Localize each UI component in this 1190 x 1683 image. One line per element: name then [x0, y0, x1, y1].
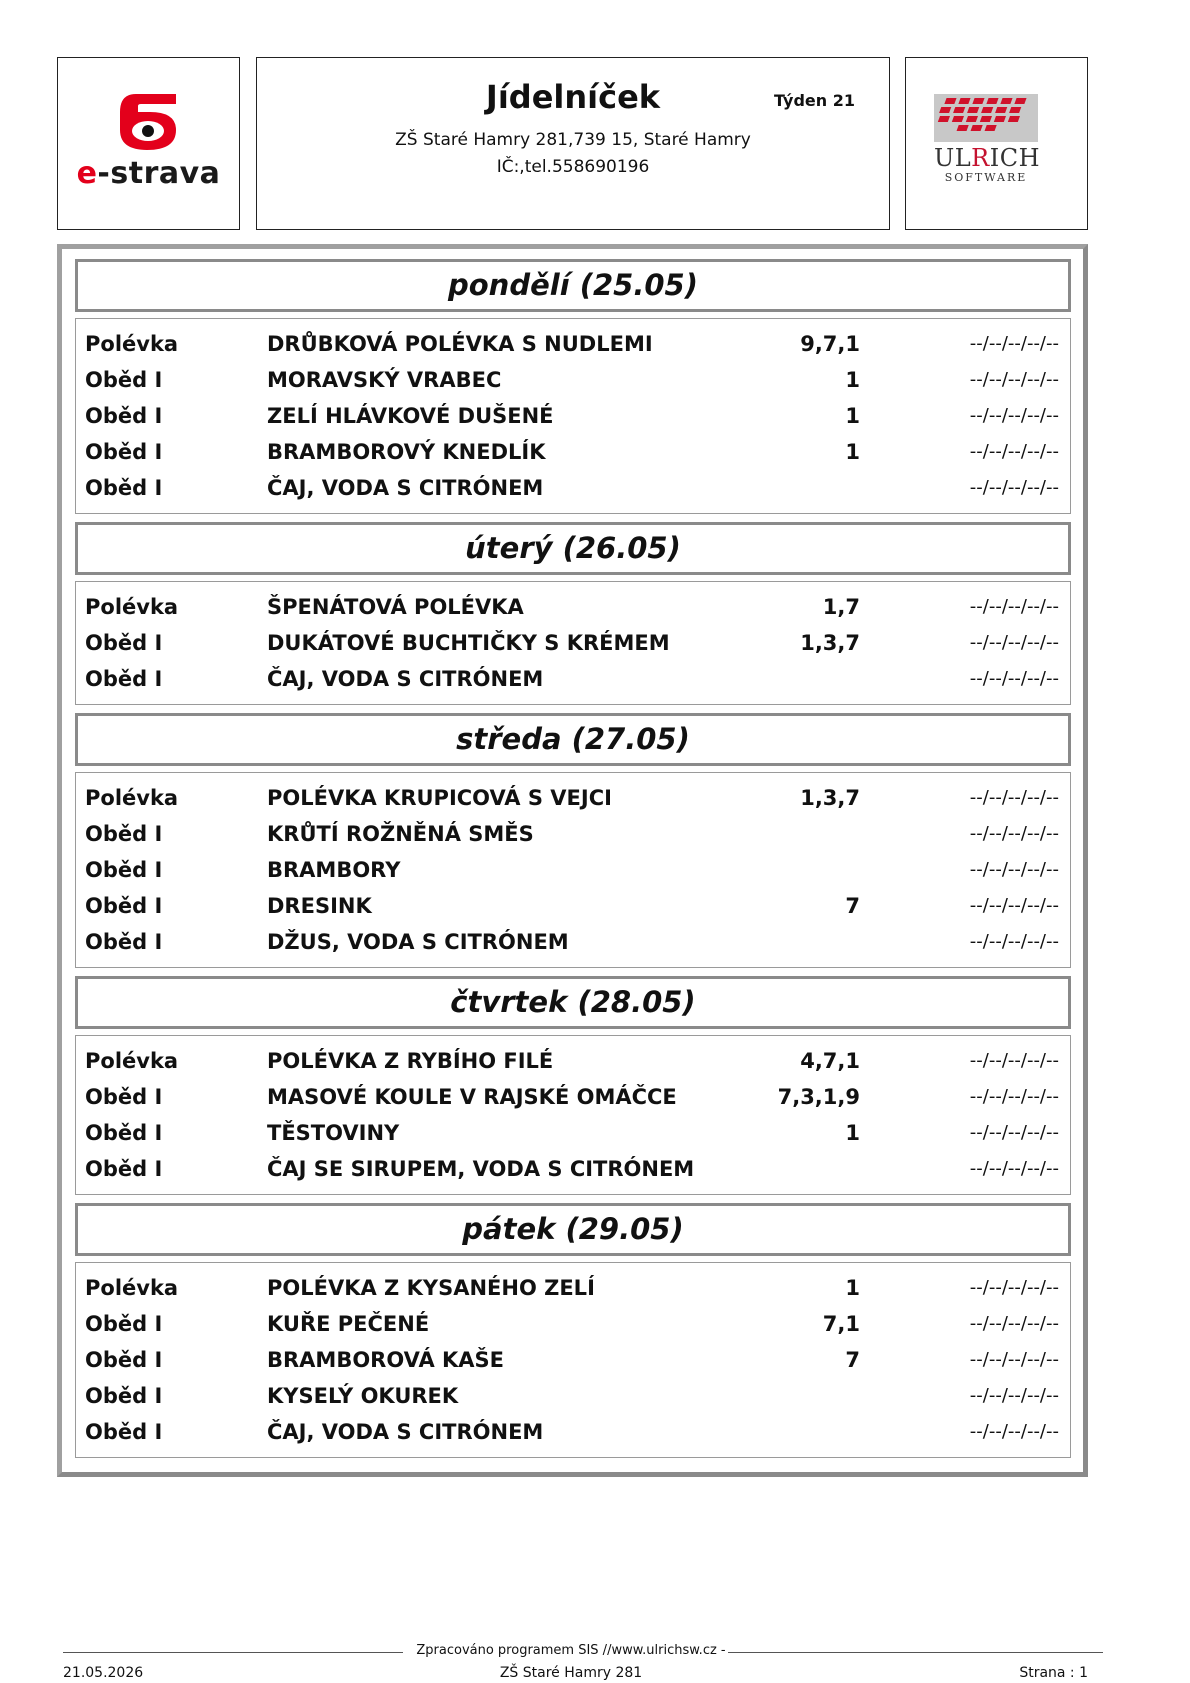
day-menu-table	[75, 1262, 1071, 1458]
allergen-codes: 1,7	[822, 595, 860, 619]
dish-name: DRŮBKOVÁ POLÉVKA S NUDLEMI	[267, 332, 653, 356]
dish-name: ČAJ, VODA S CITRÓNEM	[267, 476, 544, 500]
e-strava-logo	[58, 86, 239, 160]
meal-type: Oběd I	[85, 1348, 163, 1372]
menu-row	[76, 1342, 1070, 1378]
order-code: --/--/--/--/--	[969, 1349, 1059, 1370]
dish-name: DUKÁTOVÉ BUCHTIČKY S KRÉMEM	[267, 631, 670, 655]
meal-type: Polévka	[85, 332, 179, 356]
allergen-codes: 7,3,1,9	[777, 1085, 860, 1109]
allergen-codes: 1	[845, 440, 860, 464]
menu-row	[76, 398, 1070, 434]
menu-row	[76, 888, 1070, 924]
dish-name: TĚSTOVINY	[267, 1121, 400, 1145]
dish-name: POLÉVKA Z KYSANÉHO ZELÍ	[267, 1276, 595, 1300]
menu-row	[76, 434, 1070, 470]
meal-type: Oběd I	[85, 1085, 163, 1109]
order-code: --/--/--/--/--	[969, 333, 1059, 354]
order-code: --/--/--/--/--	[969, 1277, 1059, 1298]
order-code: --/--/--/--/--	[969, 1158, 1059, 1179]
dish-name: ŠPENÁTOVÁ POLÉVKA	[267, 595, 524, 619]
allergen-codes: 1	[845, 1121, 860, 1145]
day-header: pátek (29.05)	[75, 1203, 1071, 1256]
menu-row	[76, 1043, 1070, 1079]
allergen-codes: 1,3,7	[800, 631, 860, 655]
dish-name: MORAVSKÝ VRABEC	[267, 368, 502, 392]
ulrich-name-b: ICH	[989, 144, 1041, 172]
logo-text-rest: -strava	[97, 156, 221, 191]
order-code: --/--/--/--/--	[969, 1122, 1059, 1143]
meal-type: Oběd I	[85, 368, 163, 392]
ulrich-name-r: R	[971, 144, 990, 172]
meal-type: Oběd I	[85, 822, 163, 846]
menu-row	[76, 1115, 1070, 1151]
dish-name: KUŘE PEČENÉ	[267, 1312, 430, 1336]
order-code: --/--/--/--/--	[969, 477, 1059, 498]
dish-name: POLÉVKA KRUPICOVÁ S VEJCI	[267, 786, 612, 810]
day-header: úterý (26.05)	[75, 522, 1071, 575]
footer-processed: Zpracováno programem SIS //www.ulrichsw.cz -	[416, 1643, 726, 1658]
order-code: --/--/--/--/--	[969, 895, 1059, 916]
meal-type: Oběd I	[85, 476, 163, 500]
order-code: --/--/--/--/--	[969, 596, 1059, 617]
menu-row	[76, 852, 1070, 888]
menu-row	[76, 1079, 1070, 1115]
dish-name: MASOVÉ KOULE V RAJSKÉ OMÁČCE	[267, 1085, 677, 1109]
dish-name: POLÉVKA Z RYBÍHO FILÉ	[267, 1049, 554, 1073]
day-menu-table	[75, 318, 1071, 514]
day-menu-table	[75, 581, 1071, 705]
day-header: pondělí (25.05)	[75, 259, 1071, 312]
dish-name: ČAJ, VODA S CITRÓNEM	[267, 1420, 544, 1444]
allergen-codes: 7	[845, 894, 860, 918]
ulrich-logo-icon	[934, 94, 1034, 146]
e-strava-logo-box	[57, 57, 240, 230]
ulrich-logo-name	[934, 144, 1041, 172]
footer-school: ZŠ Staré Hamry 281	[499, 1665, 643, 1681]
meal-type: Polévka	[85, 595, 179, 619]
order-code: --/--/--/--/--	[969, 1313, 1059, 1334]
menu-row	[76, 589, 1070, 625]
order-code: --/--/--/--/--	[969, 1385, 1059, 1406]
dish-name: KRŮTÍ ROŽNĚNÁ SMĚS	[267, 822, 534, 846]
logo-text-e: e	[76, 156, 98, 191]
order-code: --/--/--/--/--	[969, 1086, 1059, 1107]
menu-row	[76, 1270, 1070, 1306]
meal-type: Oběd I	[85, 404, 163, 428]
order-code: --/--/--/--/--	[969, 441, 1059, 462]
menu-row	[76, 625, 1070, 661]
ulrich-name-a: UL	[934, 144, 972, 172]
meal-type: Oběd I	[85, 858, 163, 882]
order-code: --/--/--/--/--	[969, 823, 1059, 844]
allergen-codes: 1	[845, 404, 860, 428]
allergen-codes: 1,3,7	[800, 786, 860, 810]
dish-name: DŽUS, VODA S CITRÓNEM	[267, 930, 569, 954]
meal-type: Polévka	[85, 1049, 179, 1073]
menu-row	[76, 326, 1070, 362]
meal-type: Oběd I	[85, 1312, 163, 1336]
menu-row	[76, 661, 1070, 697]
meal-type: Oběd I	[85, 1157, 163, 1181]
meal-type: Oběd I	[85, 667, 163, 691]
allergen-codes: 7	[845, 1348, 860, 1372]
allergen-codes: 4,7,1	[800, 1049, 860, 1073]
meal-type: Oběd I	[85, 1384, 163, 1408]
order-code: --/--/--/--/--	[969, 405, 1059, 426]
page-title: Jídelníček	[485, 78, 661, 116]
dish-name: BRAMBOROVÝ KNEDLÍK	[267, 440, 546, 464]
meal-type: Oběd I	[85, 631, 163, 655]
menu-row	[76, 1306, 1070, 1342]
order-code: --/--/--/--/--	[969, 787, 1059, 808]
menu-row	[76, 924, 1070, 960]
menu-row	[76, 1414, 1070, 1450]
school-address: ZŠ Staré Hamry 281,739 15, Staré Hamry	[395, 130, 751, 150]
order-code: --/--/--/--/--	[969, 1421, 1059, 1442]
menu-row	[76, 362, 1070, 398]
order-code: --/--/--/--/--	[969, 369, 1059, 390]
day-header: středa (27.05)	[75, 713, 1071, 766]
day-header: čtvrtek (28.05)	[75, 976, 1071, 1029]
order-code: --/--/--/--/--	[969, 668, 1059, 689]
order-code: --/--/--/--/--	[969, 859, 1059, 880]
meal-type: Oběd I	[85, 1121, 163, 1145]
allergen-codes: 9,7,1	[800, 332, 860, 356]
footer-page-number: Strana : 1	[1019, 1665, 1088, 1681]
menu-row	[76, 1378, 1070, 1414]
allergen-codes: 1	[845, 1276, 860, 1300]
dish-name: KYSELÝ OKUREK	[267, 1384, 459, 1408]
ulrich-logo-box	[905, 57, 1088, 230]
meal-type: Oběd I	[85, 440, 163, 464]
menu-header	[256, 57, 890, 230]
day-menu-table	[75, 1035, 1071, 1195]
ulrich-logo-sub: SOFTWARE	[944, 171, 1028, 184]
school-contact: IČ:,tel.558690196	[496, 157, 650, 177]
dish-name: BRAMBORY	[267, 858, 401, 882]
meal-type: Polévka	[85, 786, 179, 810]
order-code: --/--/--/--/--	[969, 632, 1059, 653]
e-strava-logo-text	[58, 156, 239, 191]
dish-name: ČAJ, VODA S CITRÓNEM	[267, 667, 544, 691]
menu-row	[76, 470, 1070, 506]
e-strava-logo-icon	[114, 86, 184, 156]
dish-name: ZELÍ HLÁVKOVÉ DUŠENÉ	[267, 404, 554, 428]
menu-row	[76, 816, 1070, 852]
meal-type: Polévka	[85, 1276, 179, 1300]
dish-name: ČAJ SE SIRUPEM, VODA S CITRÓNEM	[267, 1157, 695, 1181]
footer-date: 21.05.2026	[63, 1665, 144, 1681]
allergen-codes: 7,1	[822, 1312, 860, 1336]
dish-name: DRESINK	[267, 894, 372, 918]
week-label: Týden 21	[774, 91, 855, 110]
meal-type: Oběd I	[85, 894, 163, 918]
day-menu-table	[75, 772, 1071, 968]
order-code: --/--/--/--/--	[969, 931, 1059, 952]
menu-row	[76, 780, 1070, 816]
meal-type: Oběd I	[85, 930, 163, 954]
dish-name: BRAMBOROVÁ KAŠE	[267, 1348, 505, 1372]
order-code: --/--/--/--/--	[969, 1050, 1059, 1071]
meal-type: Oběd I	[85, 1420, 163, 1444]
menu-row	[76, 1151, 1070, 1187]
allergen-codes: 1	[845, 368, 860, 392]
